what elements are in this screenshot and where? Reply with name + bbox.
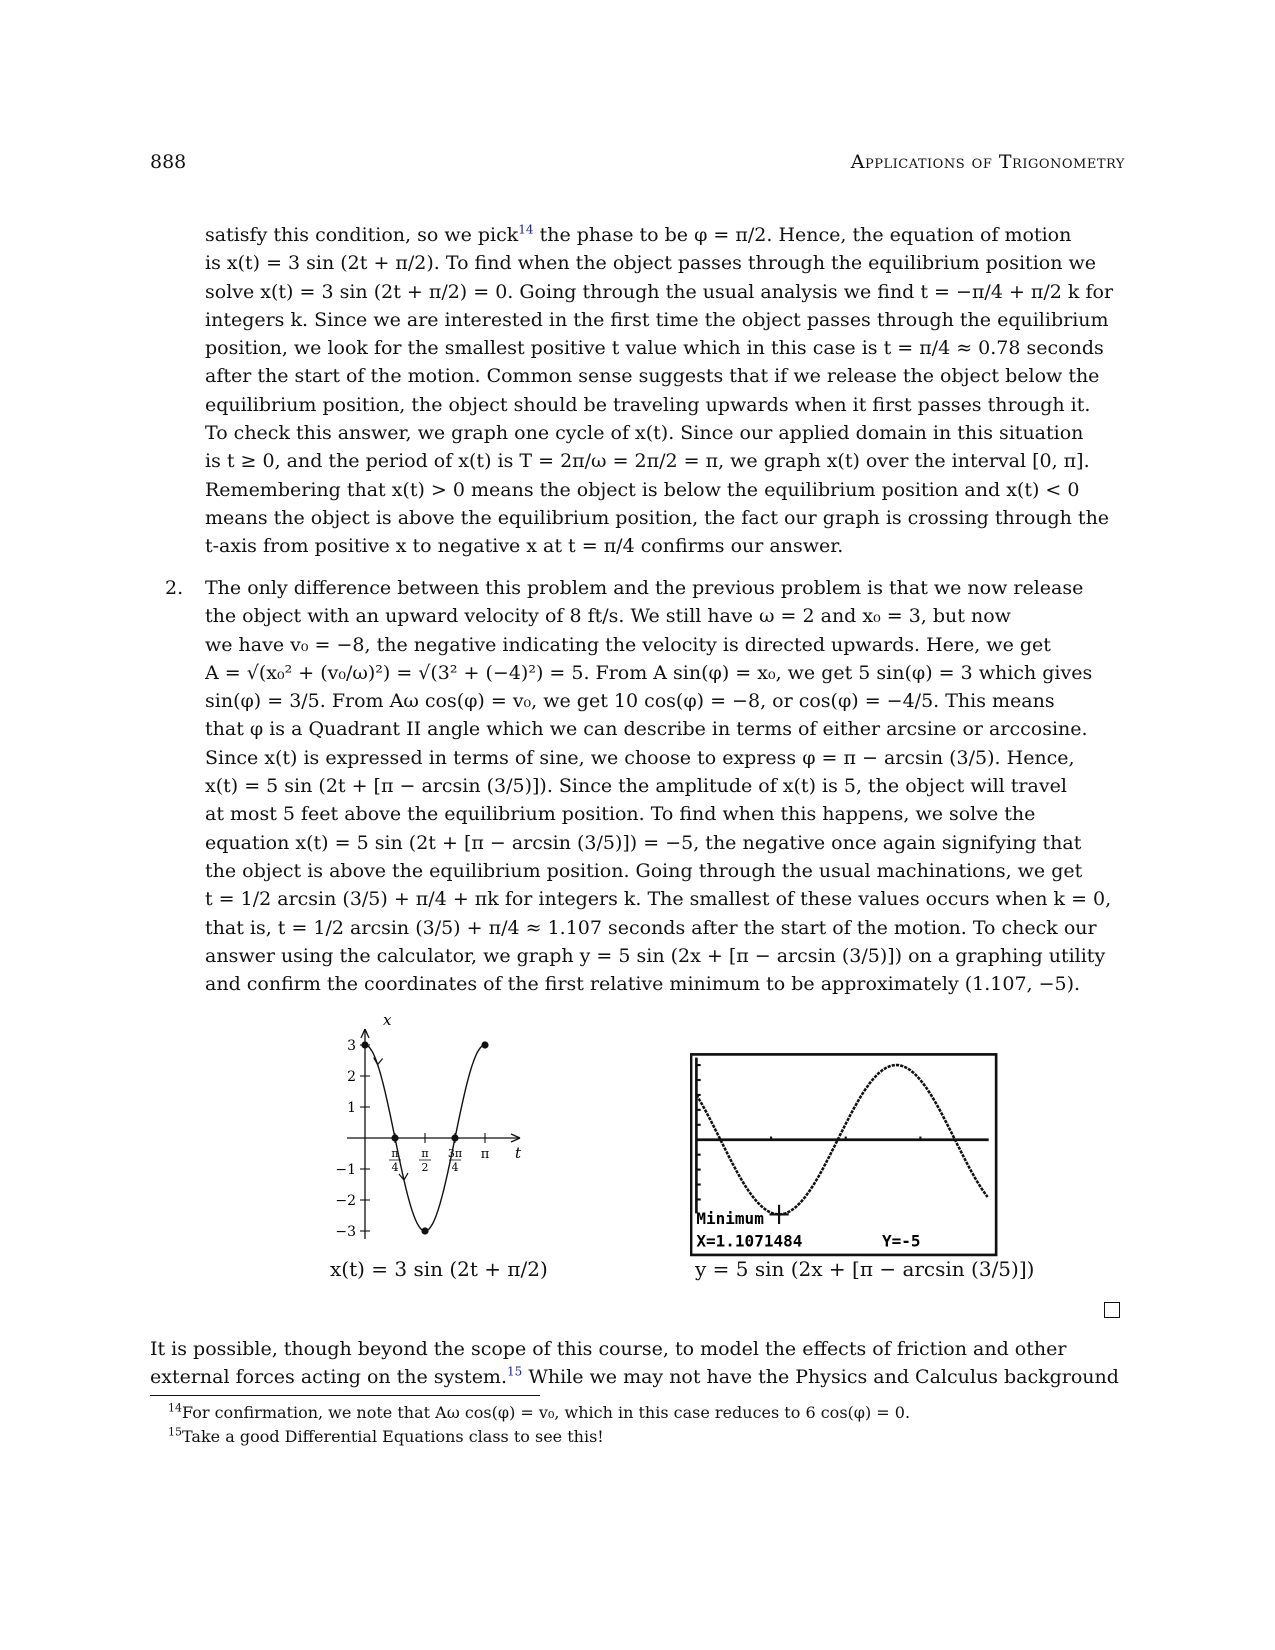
footnote-rule: [150, 1395, 540, 1396]
text-line: and confirm the coordinates of the first relative minimum to be approximately (1.107, −5).: [205, 973, 1081, 996]
text-line: that φ is a Quadrant II angle which we can describe in terms of either arcsine or arccosine.: [205, 718, 1088, 741]
x-tick-label-num: 3π: [447, 1147, 463, 1160]
list-item-2: [165, 574, 1125, 998]
graph-axes: [347, 1015, 522, 1239]
y-tick-label: 1: [347, 1100, 356, 1116]
text-line: equation x(t) = 5 sin (2t + [π − arcsin (3/5)]) = −5, the negative once again signifying that: [205, 831, 1082, 854]
text-line: at most 5 feet above the equilibrium position. To find when this happens, we solve the: [205, 803, 1036, 826]
data-point: [451, 1134, 458, 1141]
text-line: x(t) = 5 sin (2t + [π − arcsin (3/5)]). Since the amplitude of x(t) is 5, the object will travel: [205, 775, 1067, 798]
y-tick-label: 2: [347, 1069, 356, 1085]
text-line: position, we look for the smallest positive t value which in this case is t = π/4 ≈ 0.78 seconds: [205, 337, 1104, 360]
text-line: sin(φ) = 3/5. From Aω cos(φ) = v₀, we get 10 cos(φ) = −8, or cos(φ) = −4/5. This means: [205, 690, 1055, 713]
text-line: that is, t = 1/2 arcsin (3/5) + π/4 ≈ 1.107 seconds after the start of the motion. To check our: [205, 916, 1097, 939]
text-line: after the start of the motion. Common sense suggests that if we release the object below the: [205, 365, 1100, 388]
sine-graph: [330, 1015, 570, 1285]
footnote-ref-15[interactable]: 15: [507, 1364, 523, 1379]
text-line: answer using the calculator, we graph y = 5 sin (2x + [π − arcsin (3/5)]) on a graphing utility: [205, 944, 1106, 967]
continuation-text: [205, 221, 1125, 561]
data-point: [481, 1041, 488, 1048]
footnote-ref-14[interactable]: 14: [518, 222, 534, 237]
y-tick-label: −1: [335, 1162, 356, 1178]
text-line: To check this answer, we graph one cycle of x(t). Since our applied domain in this situation: [205, 422, 1084, 445]
y-tick-label: 3: [347, 1038, 356, 1054]
text-line: A = √(x₀² + (v₀/ω)²) = √(3² + (−4)²) = 5. From A sin(φ) = x₀, we get 5 sin(φ) = 3 which gives: [205, 661, 1093, 684]
x-tick-label-den: 2: [421, 1161, 429, 1174]
x-tick-label-num: π: [421, 1147, 429, 1160]
y-tick-label: −2: [335, 1193, 356, 1209]
calc-x-readout: X=1.1071484: [696, 1231, 803, 1251]
text-line: external forces acting on the system.$^{15}$ While we may not have the Physics and Calculus background: [150, 1364, 1119, 1389]
axis-label-x: x: [383, 1015, 392, 1029]
x-tick-label-num: π: [391, 1147, 399, 1160]
chapter-title: Applications of Trigonometry: [850, 151, 1125, 173]
figure-caption-right: y = 5 sin (2x + [π − arcsin (3/5)]): [695, 1257, 1035, 1281]
text-line: solve x(t) = 3 sin (2t + π/2) = 0. Going through the usual analysis we find t = −π/4 + π/2 k for: [205, 280, 1114, 303]
list-item-body: [205, 574, 1125, 998]
x-tick-label: π: [480, 1147, 490, 1162]
text-line: means the object is above the equilibrium position, the fact our graph is crossing through the: [205, 506, 1110, 529]
data-point: [421, 1227, 428, 1234]
list-item-number: 2.: [165, 577, 184, 599]
closing-paragraph: [150, 1335, 1125, 1392]
x-tick-label-den: 4: [391, 1161, 399, 1174]
footnote-15: $^{15}$Take a good Differential Equations class to see this!: [168, 1425, 604, 1446]
calc-y-readout: Y=-5: [882, 1231, 921, 1251]
data-point: [361, 1041, 368, 1048]
page-number: 888: [150, 151, 187, 173]
text-line: integers k. Since we are interested in the first time the object passes through the equilibrium: [205, 308, 1109, 331]
text-line: It is possible, though beyond the scope of this course, to model the effects of friction and other: [150, 1338, 1067, 1360]
text-line: is t ≥ 0, and the period of x(t) is T = 2π/ω = 2π/2 = π, we graph x(t) over the interval [0, π].: [205, 450, 1090, 473]
text-line: Remembering that x(t) > 0 means the object is below the equilibrium position and x(t) < 0: [205, 478, 1080, 501]
calculator-screen: [690, 1035, 1010, 1285]
axis-label-t: t: [514, 1144, 522, 1162]
text-line: the object with an upward velocity of 8 ft/s. We still have ω = 2 and x₀ = 3, but now: [205, 605, 1011, 628]
data-point: [391, 1134, 398, 1141]
text-line: The only difference between this problem and the previous problem is that we now release: [205, 577, 1084, 599]
text-line: we have v₀ = −8, the negative indicating the velocity is directed upwards. Here, we get: [205, 633, 1051, 656]
figure-caption-left: x(t) = 3 sin (2t + π/2): [330, 1257, 548, 1281]
text-line: is x(t) = 3 sin (2t + π/2). To find when the object passes through the equilibrium position we: [205, 252, 1096, 275]
x-tick-label-den: 4: [451, 1161, 459, 1174]
running-head: [150, 151, 1125, 179]
text-line: equilibrium position, the object should be traveling upwards when it first passes through it.: [205, 393, 1091, 416]
calc-min-label: Minimum: [696, 1209, 764, 1228]
text-line: t = 1/2 arcsin (3/5) + π/4 + πk for integers k. The smallest of these values occurs when k = 0,: [205, 888, 1112, 911]
text-line: Since x(t) is expressed in terms of sine, we choose to express φ = π − arcsin (3/5). Hence,: [205, 746, 1075, 769]
footnote-14: $^{14}$For confirmation, we note that Aω cos(φ) = v₀, which in this case reduces to 6 cos(φ) = 0.: [168, 1401, 911, 1422]
qed-symbol: [1104, 1302, 1120, 1318]
text-line: t-axis from positive x to negative x at t = π/4 confirms our answer.: [205, 535, 844, 558]
y-tick-label: −3: [335, 1224, 356, 1240]
text-line: satisfy this condition, so we pick$^{14}$ the phase to be φ = π/2. Hence, the equation of motion: [205, 222, 1072, 246]
text-line: the object is above the equilibrium position. Going through the usual machinations, we get: [205, 859, 1083, 882]
